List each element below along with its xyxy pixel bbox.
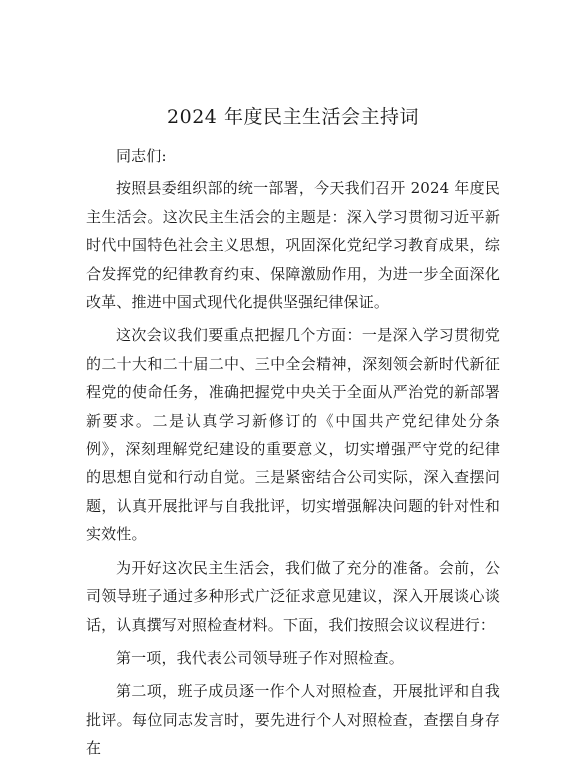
paragraph-4: 第一项，我代表公司领导班子作对照检查。 — [116, 648, 404, 667]
paragraph-3: 为开好这次民主生活会，我们做了充分的准备。会前，公司领导班子通过多种形式广泛征求意见建议，深入开展谈心谈话，认真撰写对照检查材料。下面，我们按照会议议程进行： — [86, 558, 500, 634]
document-title: 2024 年度民主生活会主持词 — [167, 106, 419, 128]
document-body — [86, 142, 500, 768]
paragraph-1: 按照县委组织部的统一部署，今天我们召开 2024 年度民主生活会。这次民主生活会的主题是：深入学习贯彻习近平新时代中国特色社会主义思想，巩固深化党纪学习教育成果，综合发挥党的纪律教育约束、保障激励作用，为进一步全面深化改革、推进中国式现代化提供坚强纪律保证。 — [86, 179, 500, 312]
salutation: 同志们: — [116, 147, 167, 165]
paragraph-2: 这次会议我们要重点把握几个方面：一是深入学习贯彻党的二十大和二十届二中、三中全会精神，深刻领会新时代新征程党的使命任务，准确把握党中央关于全面从严治党的新部署新要求。二是认真学习新修订的《中国共产党纪律处分条例》，深刻理解党纪建设的重要意义，切实增强严守党的纪律的思想自觉和行动自觉。三是紧密结合公司实际，深入查摆问题，认真开展批评与自我批评，切实增强解决问题的针对性和实效性。 — [86, 326, 500, 544]
paragraph-5: 第二项，班子成员逐一作个人对照检查，开展批评和自我批评。每位同志发言时，要先进行个人对照检查，查摆自身存在 — [86, 682, 500, 758]
